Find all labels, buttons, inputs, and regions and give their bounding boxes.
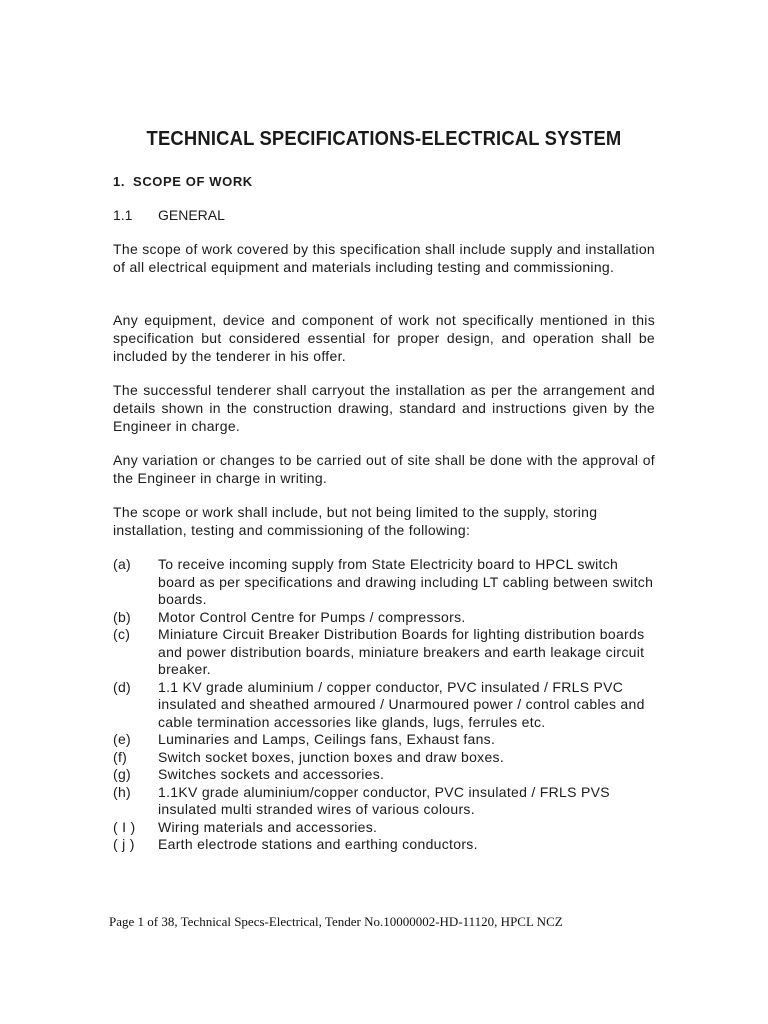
list-marker: (f) xyxy=(113,748,128,765)
list-item xyxy=(113,766,655,784)
document-title: TECHNICAL SPECIFICATIONS-ELECTRICAL SYSTEM xyxy=(146,128,622,150)
paragraph: The successful tenderer shall carryout the installation as per the arrangement and details shown in the construction drawing, standard and instructions given by the Engineer in charge. xyxy=(113,382,655,434)
list-item-text: 1.1KV grade aluminium/copper conductor, PVC insulated / FRLS PVS insulated multi stranded wires of various colours. xyxy=(158,783,610,817)
subsection-number: 1.1 xyxy=(113,207,133,223)
list-marker: (d) xyxy=(113,678,132,695)
list-item-text: Motor Control Centre for Pumps / compressors. xyxy=(158,608,466,625)
section-number: 1. xyxy=(113,174,126,189)
list-item xyxy=(113,626,655,679)
list-item-text: Earth electrode stations and earthing conductors. xyxy=(158,836,478,852)
section-heading xyxy=(113,174,253,189)
paragraph: The scope or work shall include, but not being limited to the supply, storing installation, testing and commissioning of the following: xyxy=(113,504,598,538)
list-marker: (a) xyxy=(113,556,132,572)
page-footer: Page 1 of 38, Technical Specs-Electrical, Tender No.10000002-HD-11120, HPCL NCZ xyxy=(109,914,563,929)
list-item-text: 1.1 KV grade aluminium / copper conductor, PVC insulated / FRLS PVC insulated and sheathed armoured / Unarmoured power / control cables and cable termination accessories like glands, lugs, ferrules etc. xyxy=(158,678,645,730)
list-item xyxy=(113,784,655,819)
list-item xyxy=(113,819,655,837)
list-item xyxy=(113,731,655,749)
subsection-title: GENERAL xyxy=(158,207,225,223)
list-item xyxy=(113,749,655,767)
list-item-text: Wiring materials and accessories. xyxy=(158,818,378,835)
scope-list xyxy=(113,556,655,854)
paragraph: Any equipment, device and component of work not specifically mentioned in this specification but considered essential for proper design, and operation shall be included by the tenderer in his offer. xyxy=(113,312,655,364)
list-item-text: Miniature Circuit Breaker Distribution Boards for lighting distribution boards and power distribution boards, miniature breakers and earth leakage circuit breaker. xyxy=(158,626,645,677)
list-item xyxy=(113,679,655,732)
subsection-heading xyxy=(113,207,225,223)
list-marker: ( I ) xyxy=(113,818,136,835)
section-title: SCOPE OF WORK xyxy=(133,174,253,189)
list-item-text: Luminaries and Lamps, Ceilings fans, Exhaust fans. xyxy=(158,731,496,747)
list-item xyxy=(113,836,655,854)
list-item-text: Switches sockets and accessories. xyxy=(158,766,385,782)
list-item xyxy=(113,609,655,627)
paragraph: The scope of work covered by this specification shall include supply and installation of all electrical equipment and materials including testing and commissioning. xyxy=(113,241,655,275)
list-marker: (h) xyxy=(113,783,132,800)
list-marker: (c) xyxy=(113,626,131,642)
list-marker: (g) xyxy=(113,766,132,782)
paragraph: Any variation or changes to be carried out of site shall be done with the approval of the Engineer in charge in writing. xyxy=(113,452,655,486)
list-marker: ( j ) xyxy=(113,836,135,852)
list-item-text: To receive incoming supply from State Electricity board to HPCL switch board as per specifications and drawing including LT cabling between switch boards. xyxy=(158,556,654,607)
list-item xyxy=(113,556,655,609)
list-marker: (e) xyxy=(113,731,132,747)
list-item-text: Switch socket boxes, junction boxes and draw boxes. xyxy=(158,748,505,765)
list-marker: (b) xyxy=(113,608,132,625)
